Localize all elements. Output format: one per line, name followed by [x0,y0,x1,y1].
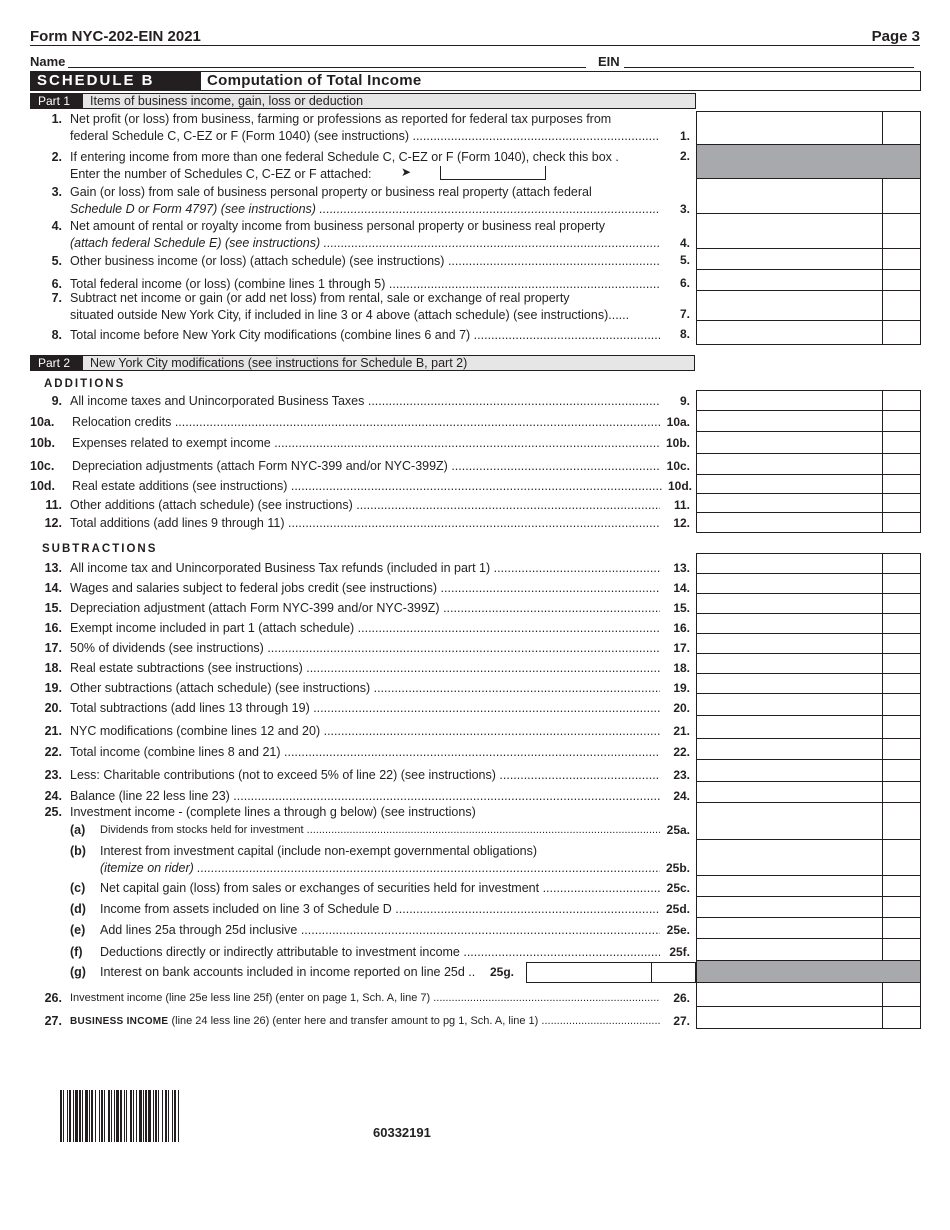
barcode-bar [69,1090,71,1142]
line-ref: 25e. [666,923,690,937]
line-ref: 27. [673,1014,690,1028]
line-number: 6. [51,277,62,291]
barcode-bar [153,1090,154,1142]
amount-field-25b[interactable] [696,840,921,876]
barcode-bar [158,1090,159,1142]
amount-field-10b[interactable] [696,432,921,454]
amount-field-6[interactable] [696,270,921,291]
line-ref: 21. [673,724,690,738]
amount-field-1[interactable] [696,111,921,145]
name-field[interactable] [68,67,586,68]
barcode-bar [104,1090,105,1142]
amount-field-25g-shaded [696,961,921,983]
line-number: 1. [51,112,62,126]
line-ref: 15. [673,601,690,615]
line-number: 21. [44,724,62,738]
line-number: 13. [44,561,62,575]
line-number: 7. [51,291,62,305]
line-text: If entering income from more than one federal Schedule C, C-EZ or F (Form 1040), check this box . [70,150,619,164]
line-text: Expenses related to exempt income ..... [72,435,660,452]
line-ref: 8. [679,327,690,341]
line-text: Other business income (or loss) (attach schedule) (see instructions) ..... [70,253,660,270]
subtractions-title: SUBTRACTIONS [42,543,158,555]
line-ref: 6. [679,276,690,290]
line-number: 17. [44,641,62,655]
amount-field-17[interactable] [696,634,921,654]
barcode-bar [168,1090,169,1142]
line-number: 3. [51,185,62,199]
amount-field-26[interactable] [696,983,921,1007]
barcode [60,1090,286,1142]
line-number: 10d. [30,479,56,493]
amount-field-10c[interactable] [696,454,921,475]
line-ref: 7. [679,307,690,321]
line-text: NYC modifications (combine lines 12 and 20) ..... [70,723,660,740]
ein-field[interactable] [624,67,914,68]
barcode-bar [79,1090,81,1142]
schedule-title: Computation of Total Income [207,72,422,89]
line-text: Gain (or loss) from sale of business personal property or business real property (attach federal [70,185,592,199]
arrow-right-icon: ➤ [401,165,412,179]
barcode-bar [124,1090,125,1142]
line-text: Net profit (or loss) from business, farming or professions as reported for federal tax purposes from [70,112,612,126]
line-number: 23. [44,768,62,782]
line-ref: 24. [673,789,690,803]
line-number: 19. [44,681,62,695]
barcode-bar [75,1090,78,1142]
barcode-bar [82,1090,83,1142]
barcode-bar [108,1090,110,1142]
line-number: 9. [51,394,62,408]
line-letter: (e) [70,923,86,937]
part1-title: Items of business income, gain, loss or deduction [90,94,364,108]
amount-field-27[interactable] [696,1007,921,1029]
line-ref: 23. [673,768,690,782]
amount-field-25a[interactable] [696,803,921,840]
barcode-bar [143,1090,144,1142]
line-number: 27. [44,1014,62,1028]
line-text-cont: Schedule D or Form 4797) (see instructions) ..... [70,201,660,218]
line-number: 2. [51,150,62,164]
line-text: Add lines 25a through 25d inclusive ..... [100,922,660,939]
line-text: Subtract net income or gain (or add net loss) from rental, sale or exchange of real property [70,291,570,305]
barcode-bar [178,1090,179,1142]
form-title: Form NYC-202-EIN 2021 [30,28,201,45]
line-text: Dividends from stocks held for investment ..... [100,822,660,839]
amount-field-24[interactable] [696,782,921,803]
barcode-bar [89,1090,90,1142]
barcode-bar [162,1090,163,1142]
line-text: Other additions (attach schedule) (see instructions) ..... [70,497,660,514]
barcode-bar [120,1090,122,1142]
barcode-bar [148,1090,151,1142]
amount-field-23[interactable] [696,760,921,782]
line-ref: 14. [673,581,690,595]
additions-title: ADDITIONS [44,378,126,390]
line-ref: 17. [673,641,690,655]
line-ref: 10c. [666,459,690,473]
line-ref: 10a. [666,415,690,429]
barcode-bar [101,1090,103,1142]
barcode-bar [130,1090,132,1142]
line-text: Wages and salaries subject to federal jobs credit (see instructions) ..... [70,580,660,597]
line-number: 11. [45,498,62,512]
line-text: Net amount of rental or royalty income from business personal property or business real property [70,219,605,233]
line-ref: 26. [673,991,690,1005]
amount-field-4[interactable] [696,214,921,249]
line-text: Net capital gain (loss) from sales or exchanges of securities held for investment ..... [100,880,660,897]
amount-field-8[interactable] [696,321,921,345]
line-text: Investment income - (complete lines a through g below) (see instructions) [70,805,476,819]
line-text: Less: Charitable contributions (not to exceed 5% of line 22) (see instructions) ..... [70,767,660,784]
line-number: 18. [44,661,62,675]
amount-field-3[interactable] [696,179,921,214]
schedule-count-input[interactable] [440,166,546,180]
amount-field-13[interactable] [696,553,921,574]
page-number: Page 3 [871,28,920,45]
line-ref: 5. [679,253,690,267]
line-text: Balance (line 22 less line 23) ..... [70,788,660,805]
barcode-bar [172,1090,173,1142]
line-text-cont: (attach federal Schedule E) (see instructions) ..... [70,235,660,252]
header-rule [30,45,920,46]
line-text: Interest on bank accounts included in income reported on line 25d .. [100,965,476,979]
amount-field-10a[interactable] [696,411,921,432]
line-ref: 19. [673,681,690,695]
line-letter: (g) [70,965,86,979]
line-number: 10a. [30,415,55,429]
line-text-rest: (line 24 less line 26) (enter here and transfer amount to pg 1, Sch. A, line 1) ..... [168,1015,660,1027]
line-text-cont: Enter the number of Schedules C, C-EZ or F attached: [70,167,372,181]
amount-field-16[interactable] [696,614,921,634]
line-number: 15. [44,601,62,615]
line-ref: 18. [673,661,690,675]
amount-field-15[interactable] [696,594,921,614]
amount-field-9[interactable] [696,390,921,411]
barcode-bar [99,1090,100,1142]
line-text: Exempt income included in part 1 (attach schedule) ..... [70,620,660,637]
line-ref: 1. [679,129,690,143]
business-income-label: BUSINESS INCOME [70,1016,169,1027]
line-ref: 9. [679,394,690,408]
line-text: 50% of dividends (see instructions) ..... [70,640,660,657]
part2-title: New York City modifications (see instructions for Schedule B, part 2) [90,356,468,370]
line-text: Relocation credits ..... [72,414,660,431]
line-ref: 11. [673,498,690,512]
amount-field-10d[interactable] [696,475,921,494]
line-ref: 2. [679,149,690,163]
line-text: Deductions directly or indirectly attributable to investment income ..... [100,944,660,961]
part2-tag: Part 2 [31,356,83,370]
line-text: All income tax and Unincorporated Business Tax refunds (included in part 1) ..... [70,560,660,577]
barcode-bar [63,1090,64,1142]
barcode-bar [133,1090,134,1142]
line-number: 12. [44,516,62,530]
ein-label: EIN [598,54,620,69]
line-ref: 4. [679,236,690,250]
line-number: 10b. [30,436,56,450]
barcode-bar [91,1090,93,1142]
schedule-header [30,71,921,91]
line-text: Depreciation adjustments (attach Form NYC-399 and/or NYC-399Z) ..... [72,458,660,475]
amount-field-19[interactable] [696,674,921,694]
line-text: Income from assets included on line 3 of Schedule D ..... [100,901,660,918]
line-ref: 10b. [665,436,690,450]
amount-field-21[interactable] [696,716,921,739]
barcode-bar [95,1090,96,1142]
line-ref: 25f. [669,945,690,959]
line-text: Other subtractions (attach schedule) (see instructions) ..... [70,680,660,697]
amount-field-22[interactable] [696,739,921,760]
line-text: Total federal income (or loss) (combine lines 1 through 5) ..... [70,276,660,293]
line-number: 10c. [30,459,55,473]
amount-field-25g[interactable] [526,962,696,983]
amount-field-25d[interactable] [696,897,921,918]
name-label: Name [30,54,66,69]
barcode-bar [116,1090,119,1142]
barcode-bar [111,1090,112,1142]
line-number: 20. [44,701,62,715]
line-ref: 20. [673,701,690,715]
line-text: Total subtractions (add lines 13 through 19) ..... [70,700,660,717]
line-letter: (a) [70,823,86,837]
amount-field-11[interactable] [696,494,921,513]
line-ref: 25g. [489,965,514,979]
amount-field-7[interactable] [696,291,921,321]
line-number: 25. [44,805,62,819]
amount-field-12[interactable] [696,513,921,533]
amount-field-18[interactable] [696,654,921,674]
barcode-bar [139,1090,142,1142]
amount-field-14[interactable] [696,574,921,594]
barcode-bar [60,1090,62,1142]
amount-field-25c[interactable] [696,876,921,897]
part2-header [30,355,695,371]
part1-tag: Part 1 [31,94,83,108]
barcode-bar [114,1090,115,1142]
barcode-bar [85,1090,88,1142]
line-text: Interest from investment capital (include non-exempt governmental obligations) [100,844,538,858]
barcode-bar [126,1090,127,1142]
amount-field-5[interactable] [696,249,921,270]
line-text: Total income before New York City modifications (combine lines 6 and 7) ..... [70,327,660,344]
line-number: 4. [51,219,62,233]
line-ref: 10d. [667,479,692,493]
line-number: 14. [44,581,62,595]
line-text: Total additions (add lines 9 through 11) ..... [70,515,660,532]
line-text: All income taxes and Unincorporated Business Taxes ..... [70,393,660,410]
line-letter: (f) [70,945,83,959]
line-ref: 25a. [666,823,690,837]
line-ref: 22. [673,745,690,759]
line-letter: (b) [70,844,86,858]
barcode-number: 60332191 [373,1125,431,1140]
schedule-tag: SCHEDULE B [31,72,201,90]
line-ref: 25b. [665,861,690,875]
amount-field-20[interactable] [696,694,921,716]
line-number: 22. [44,745,62,759]
barcode-bar [67,1090,68,1142]
amount-field-25e[interactable] [696,918,921,939]
line-text [70,1013,660,1030]
line-number: 24. [44,789,62,803]
barcode-bar [145,1090,147,1142]
part1-header [30,93,696,109]
line-number: 8. [51,328,62,342]
line-ref: 3. [679,202,690,216]
line-number: 26. [44,991,62,1005]
amount-field-25f[interactable] [696,939,921,961]
line-text-cont: (itemize on rider) ..... [100,860,660,877]
line-ref: 12. [673,516,690,530]
line-ref: 16. [673,621,690,635]
line-text-cont: federal Schedule C, C-EZ or F (Form 1040) (see instructions) ..... [70,128,660,145]
barcode-bar [73,1090,74,1142]
line-ref: 13. [673,561,690,575]
line-letter: (c) [70,881,86,895]
line-text: Total income (combine lines 8 and 21) ..... [70,744,660,761]
line-text: Real estate subtractions (see instructions) ..... [70,660,660,677]
line-text-cont: situated outside New York City, if included in line 3 or 4 above (attach schedule) (see instructions)...... [70,308,630,322]
line-letter: (d) [70,902,86,916]
line-ref: 25c. [666,881,690,895]
barcode-bar [174,1090,176,1142]
line-ref: 25d. [665,902,690,916]
barcode-bar [155,1090,157,1142]
amount-field-2-shaded [696,145,921,179]
line-text: Depreciation adjustment (attach Form NYC-399 and/or NYC-399Z) ..... [70,600,660,617]
line-number: 16. [44,621,62,635]
line-number: 5. [51,254,62,268]
barcode-bar [136,1090,137,1142]
line-text: Real estate additions (see instructions) ..... [72,478,662,495]
barcode-bar [165,1090,167,1142]
line-text: Investment income (line 25e less line 25f) (enter on page 1, Sch. A, line 7) ..... [70,990,660,1007]
